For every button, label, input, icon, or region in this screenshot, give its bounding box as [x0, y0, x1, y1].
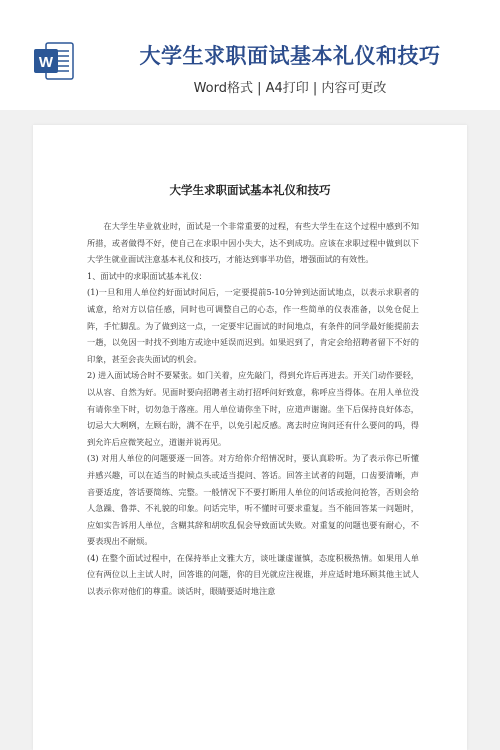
paragraph-heading-1: 1、面试中的求职面试基本礼仪：: [87, 270, 207, 281]
paragraph-item-1: (1)一旦和用人单位约好面试时间后，一定要提前5-10分钟到达面试地点，以表示求职者的诚意，给对方以信任感，同时也可调整自己的心态，作一些简单的仪表准备，以免仓促上阵，手忙脚乱。为了做到这一点，一定要牢记面试的时间地点，有条件的同学最好能提前去一趟，以免因一时找不到地方或途中延误而迟到。如果迟到了，肯定会给招聘者留下不好的印象，甚至会丧失面试的机会。: [87, 287, 419, 364]
paragraph-intro: 在大学生毕业就业时，面试是一个非常重要的过程，有些大学生在这个过程中感到不知所措，或者做得不好，使自己在求职中因小失大，达不到成功。应该在求职过程中做到以下大学生就业面试注意基本礼仪和技巧，才能达到事半功倍，增强面试的有效性。: [87, 221, 419, 265]
page-subtitle: Word格式 | A4打印 | 内容可更改: [193, 81, 387, 96]
svg-text:W: W: [38, 54, 54, 71]
document-title: 大学生求职面试基本礼仪和技巧: [169, 183, 331, 197]
paragraph-item-3: (3) 对用人单位的问题要逐一回答。对方给你介绍情况时，要认真聆听。为了表示你已听懂并感兴趣，可以在适当的时候点头或适当提问、答话。回答主试者的问题，口齿要清晰，声音要适度，答话要简练、完整。一般情况下不要打断用人单位的问话或抢问抢答，否则会给人急躁、鲁莽、不礼貌的印象。问话完毕，听不懂时可要求重复。当不能回答某一问题时，应如实告诉用人单位，含糊其辞和胡吹乱侃会导致面试失败。对重复的问题也要有耐心，不要表现出不耐烦。: [87, 453, 419, 547]
page-header: [0, 0, 500, 110]
document-body: [87, 218, 419, 600]
document-page: [33, 125, 467, 750]
paragraph-item-4: (4) 在整个面试过程中，在保持举止文雅大方，谈吐谦虚谨慎，态度积极热情。如果用人单位有两位以上主试人时，回答谁的问题，你的目光就应注视谁，并应适时地环顾其他主试人以表示你对他们的尊重。谈话时，眼睛要适时地注意: [87, 552, 419, 597]
paragraph-item-2: 2) 进入面试场合时不要紧张。如门关着，应先敲门，得到允许后再进去。开关门动作要轻，以从容、自然为好。见面时要向招聘者主动打招呼问好致意，称呼应当得体。在用人单位没有请你坐下时，切勿急于落座。用人单位请你坐下时，应道声谢谢。坐下后保持良好体态，切忌大大咧咧，左顾右盼，满不在乎，以免引起反感。离去时应询问还有什么要问的吗，得到允许后应微笑起立，道谢并说再见。: [87, 370, 419, 447]
page-title: 大学生求职面试基本礼仪和技巧: [139, 44, 441, 68]
word-icon: [33, 40, 75, 82]
